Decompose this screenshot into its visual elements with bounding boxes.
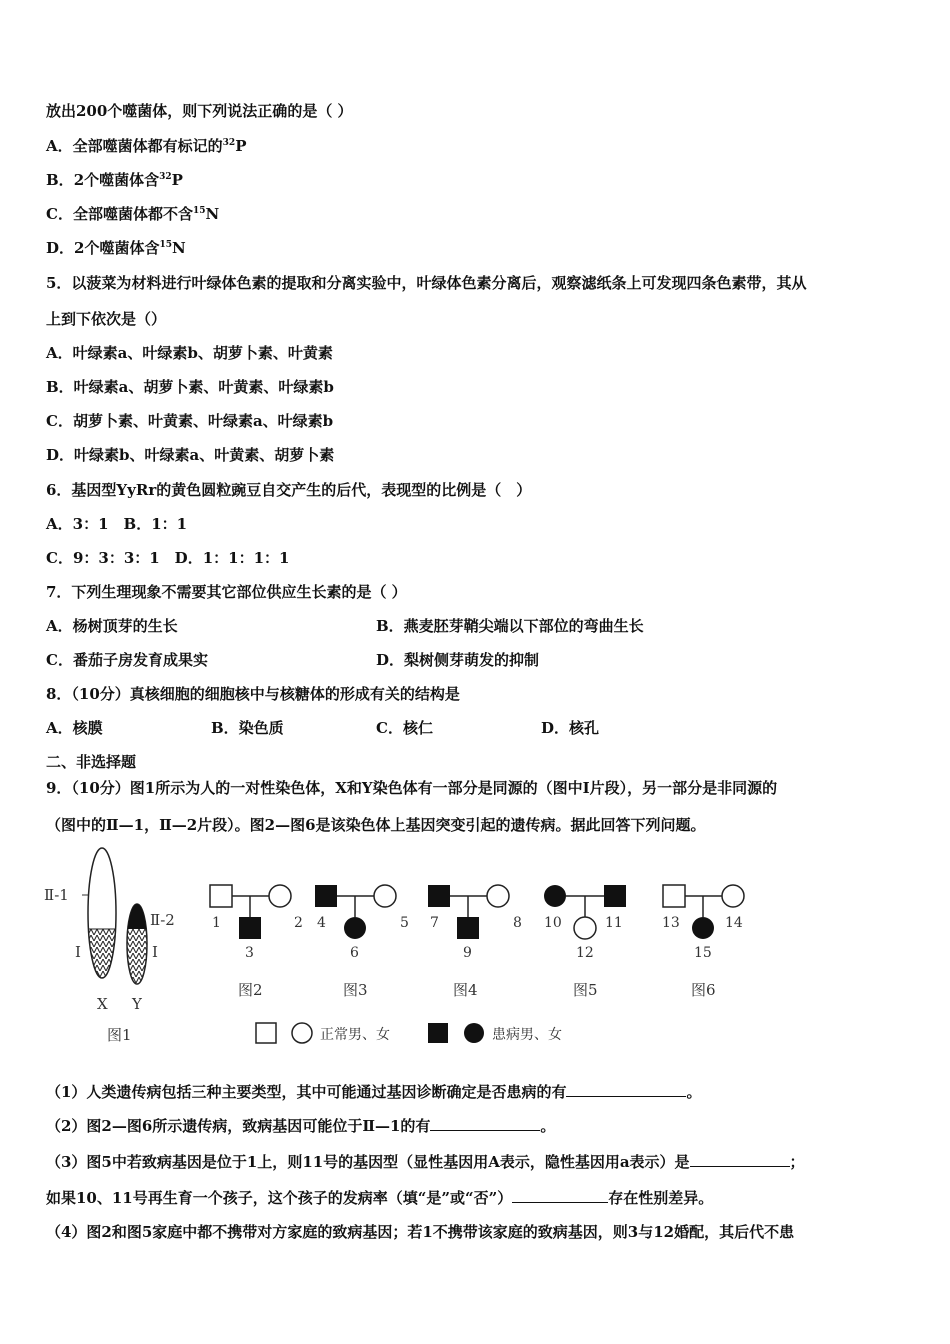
label-11: 11 — [605, 915, 623, 931]
q9-figure — [40, 845, 760, 1055]
q8-stem: 8．（10分）真核细胞的细胞核中与核糖体的形成有关的结构是 — [46, 685, 460, 703]
q5-option-c: C．胡萝卜素、叶黄素、叶绿素a、叶绿素b — [46, 412, 334, 430]
legend-affected-label: 患病男、女 — [492, 1027, 562, 1043]
q6-options-row2: C．9：3：3：1 D．1：1：1：1 — [46, 549, 290, 567]
label-10: 10 — [544, 915, 562, 931]
pedigree-fig2 — [210, 885, 303, 999]
label-ii-1: Ⅱ-1 — [44, 886, 69, 904]
answer-blank-2[interactable] — [430, 1116, 540, 1131]
individual-11-affected-male — [604, 885, 626, 907]
label-3: 3 — [245, 945, 254, 961]
q4-option-d: D．2个噬菌体含$^{15}$N — [46, 239, 186, 257]
label-4: 4 — [317, 915, 326, 931]
label-i-x: Ⅰ — [75, 943, 81, 961]
fig6-caption: 图6 — [691, 981, 716, 999]
individual-3-affected-male — [239, 917, 261, 939]
q5-stem-line1: 5．以菠菜为材料进行叶绿体色素的提取和分离实验中，叶绿体色素分离后，观察滤纸条上可发现四条色素带，其从 — [46, 274, 807, 292]
q7-option-d: D．梨树侧芽萌发的抑制 — [376, 651, 540, 669]
q7-stem: 7．下列生理现象不需要其它部位供应生长素的是（ ） — [46, 583, 407, 601]
fig1-caption: 图1 — [107, 1026, 132, 1044]
section-heading: 二、非选择题 — [46, 753, 137, 771]
q4-option-a: A．全部噬菌体都有标记的$^{32}$P — [46, 137, 247, 155]
q5-option-a: A．叶绿素a、叶绿素b、胡萝卜素、叶黄素 — [46, 344, 333, 362]
answer-blank-4[interactable] — [512, 1188, 608, 1203]
individual-9-affected-male — [457, 917, 479, 939]
legend-normal-label: 正常男、女 — [320, 1027, 390, 1043]
individual-6-affected-female — [344, 917, 366, 939]
pedigree-fig5 — [544, 885, 626, 999]
label-15: 15 — [694, 945, 712, 961]
label-y: Y — [132, 995, 142, 1013]
q6-options-row1: A．3：1 B．1：1 — [46, 515, 188, 533]
individual-7-affected-male — [428, 885, 450, 907]
label-6: 6 — [350, 945, 359, 961]
fig3-caption: 图3 — [343, 981, 368, 999]
individual-12-normal-female — [574, 917, 596, 939]
fig4-caption: 图4 — [453, 981, 478, 999]
q7-option-c: C．番茄子房发育成果实 — [46, 651, 208, 669]
label-9: 9 — [463, 945, 472, 961]
label-13: 13 — [662, 915, 680, 931]
label-8: 8 — [513, 915, 522, 931]
individual-5-normal-female — [374, 885, 396, 907]
fig2-caption: 图2 — [238, 981, 263, 999]
individual-10-affected-female — [544, 885, 566, 907]
individual-4-affected-male — [315, 885, 337, 907]
label-12: 12 — [576, 945, 594, 961]
q8-option-d: D．核孔 — [541, 719, 600, 737]
q8-option-a: A．核膜 — [46, 719, 103, 737]
q9-stem-line1: 9．（10分）图1所示为人的一对性染色体，X和Y染色体有一部分是同源的（图中Ⅰ片段），另一部分是非同源的 — [46, 779, 778, 797]
q9-sub3a: （3）图5中若致病基因是位于1上，则11号的基因型（显性基因用A表示，隐性基因用a表示）是 ； — [46, 1153, 805, 1171]
label-i-y: Ⅰ — [152, 943, 158, 961]
label-5: 5 — [400, 915, 409, 931]
label-2: 2 — [294, 915, 303, 931]
pedigree-fig4 — [428, 885, 522, 999]
pedigree-fig3 — [315, 885, 409, 999]
q5-stem-line2: 上到下依次是（） — [46, 310, 167, 328]
q5-option-d: D．叶绿素b、叶绿素a、叶黄素、胡萝卜素 — [46, 446, 335, 464]
label-ii-2: Ⅱ-2 — [150, 911, 175, 929]
individual-8-normal-female — [487, 885, 509, 907]
q4-stem-tail: 放出200个噬菌体，则下列说法正确的是（ ） — [46, 102, 353, 120]
legend-normal-female-icon — [292, 1023, 312, 1043]
pedigree-fig6 — [662, 885, 744, 999]
answer-blank-1[interactable] — [566, 1082, 686, 1097]
q9-sub2: （2）图2—图6所示遗传病，致病基因可能位于Ⅱ—1的有 。 — [46, 1117, 556, 1135]
answer-blank-3[interactable] — [690, 1152, 790, 1167]
legend-affected-female-icon — [464, 1023, 484, 1043]
q4-option-c: C．全部噬菌体都不含$^{15}$N — [46, 205, 220, 223]
q9-sub3b: 如果10、11号再生育一个孩子，这个孩子的发病率（填“是”或“否”） 存在性别差异。 — [46, 1189, 714, 1207]
x-chromosome — [84, 848, 120, 989]
q9-sub1: （1）人类遗传病包括三种主要类型，其中可能通过基因诊断确定是否患病的有 。 — [46, 1083, 702, 1101]
individual-2-normal-female — [269, 885, 291, 907]
q7-option-b: B．燕麦胚芽鞘尖端以下部位的弯曲生长 — [376, 617, 644, 635]
label-1: 1 — [212, 915, 221, 931]
individual-14-normal-female — [722, 885, 744, 907]
q9-stem-line2: （图中的Ⅱ—1，Ⅱ—2片段）。图2—图6是该染色体上基因突变引起的遗传病。据此回答下列问题。 — [46, 816, 706, 834]
individual-1-normal-male — [210, 885, 232, 907]
q8-option-b: B．染色质 — [211, 719, 284, 737]
fig5-caption: 图5 — [573, 981, 598, 999]
label-7: 7 — [430, 915, 439, 931]
legend-normal-male-icon — [256, 1023, 276, 1043]
q5-option-b: B．叶绿素a、胡萝卜素、叶黄素、叶绿素b — [46, 378, 334, 396]
q4-option-b: B．2个噬菌体含$^{32}$P — [46, 171, 183, 189]
q7-option-a: A．杨树顶芽的生长 — [46, 617, 178, 635]
q8-option-c: C．核仁 — [376, 719, 433, 737]
label-x: X — [97, 995, 108, 1013]
y-chromosome — [125, 901, 149, 989]
legend-affected-male-icon — [428, 1023, 448, 1043]
q9-sub4: （4）图2和图5家庭中都不携带对方家庭的致病基因；若1不携带该家庭的致病基因，则3与12婚配，其后代不患 — [46, 1223, 795, 1241]
legend — [256, 1023, 562, 1043]
individual-13-normal-male — [663, 885, 685, 907]
individual-15-affected-female — [692, 917, 714, 939]
q6-stem: 6．基因型YyRr的黄色圆粒豌豆自交产生的后代，表现型的比例是（ ） — [46, 481, 532, 499]
label-14: 14 — [725, 915, 743, 931]
